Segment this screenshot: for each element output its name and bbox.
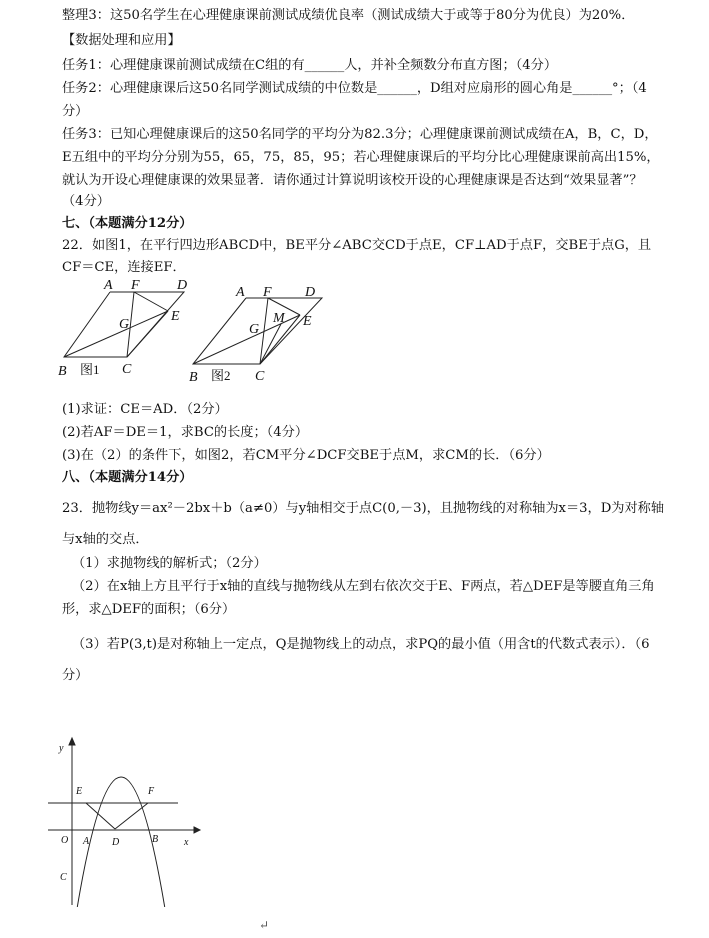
task-1: 任务1：心理健康课前测试成绩在C组的有______人，并补全频数分布直方图；（4分）	[62, 58, 558, 73]
fig3-label-x: x	[184, 837, 189, 848]
fig1-label-b: B	[58, 364, 67, 379]
question-23-part-3: （3）若P(3,t)是对称轴上一定点，Q是抛物线上的动点，求PQ的最小值（用含t的代数式表示）．（6	[72, 637, 650, 652]
fig2-label-f: F	[263, 285, 272, 300]
fig2-label-c: C	[255, 369, 265, 384]
fig2-line-cf	[260, 298, 268, 364]
fig3-label-y: y	[59, 743, 64, 754]
fig1-label-g: G	[119, 317, 130, 332]
segment-df	[115, 803, 148, 829]
question-23-part-1: （1）求抛物线的解析式；（2分）	[72, 556, 267, 571]
fig1-line-ef	[134, 292, 168, 311]
task-2-continued: 分）	[62, 104, 89, 119]
fig2-label-d: D	[305, 285, 316, 300]
figure-2-parallelogram	[185, 281, 345, 385]
fig3-label-d: D	[112, 837, 120, 848]
fig2-line-cm	[260, 324, 281, 364]
fig1-caption: 图1	[80, 362, 100, 377]
fig1-line-ce	[127, 311, 168, 357]
task-2: 任务2：心理健康课后这50名同学测试成绩的中位数是______，D组对应扇形的圆心角是______°；（4	[62, 81, 647, 96]
section-heading-data-processing: 【数据处理和应用】	[62, 33, 181, 48]
question-22-part-3: (3)在（2）的条件下，如图2，若CM平分∠DCF交BE于点M，求CM的长．（6分）	[62, 448, 550, 463]
question-22: 22．如图1，在平行四边形ABCD中，BE平分∠ABC交CD于点E，CF⊥AD于点F，交BE于点G，且	[62, 238, 652, 253]
task-3-score: （4分）	[62, 194, 110, 209]
task-3-line-3: 就认为开设心理健康课的效果显著．请你通过计算说明该校开设的心理健康课是否达到“效果显著”？	[62, 173, 643, 188]
fig2-label-a: A	[236, 285, 245, 300]
fig2-label-g: G	[249, 322, 260, 337]
question-23: 23．抛物线y＝ax²－2bx＋b（a≠0）与y轴相交于点C(0,－3)，且抛物线的对称轴为x＝3，D为对称轴	[62, 501, 665, 516]
figure-3-parabola	[42, 735, 202, 907]
x-axis-arrow	[194, 827, 200, 833]
question-23-part-2: （2）在x轴上方且平行于x轴的直线与抛物线从左到右依次交于E、F两点，若△DEF是等腰直角三角	[72, 579, 655, 594]
fig3-label-b: B	[152, 834, 159, 845]
task-3-line-2: E五组中的平均分分别为55，65，75，85，95；若心理健康课后的平均分比心理健康课前高出15%，	[62, 150, 660, 165]
fig3-label-c: C	[60, 872, 67, 883]
question-23-line-2: 与x轴的交点．	[62, 532, 149, 547]
question-23-part-2-continued: 形，求△DEF的面积；（6分）	[62, 602, 236, 617]
fig2-label-e: E	[303, 314, 312, 329]
fig3-label-e: E	[76, 786, 83, 797]
question-22-part-1: (1)求证：CE＝AD．（2分）	[62, 402, 228, 417]
fig1-label-c: C	[122, 362, 132, 377]
fig1-label-d: D	[177, 278, 188, 293]
question-22-line-2: CF＝CE，连接EF．	[62, 260, 186, 275]
fig1-line-be	[64, 311, 168, 357]
fig2-label-b: B	[189, 370, 198, 385]
section-7-heading: 七、（本题满分12分）	[62, 216, 193, 231]
section-8-heading: 八、（本题满分14分）	[62, 470, 193, 485]
figure-1-parallelogram	[55, 276, 200, 382]
fig3-label-o: O	[61, 835, 69, 846]
fig2-caption: 图2	[211, 368, 231, 383]
fig2-label-m: M	[273, 311, 285, 326]
line-stat-summary: 整理3：这50名学生在心理健康课前测试成绩优良率（测试成绩大于或等于80分为优良）为20%．	[62, 8, 635, 23]
y-axis-arrow	[69, 738, 75, 745]
paragraph-mark: ↵	[259, 918, 270, 932]
fig1-label-e: E	[171, 309, 180, 324]
question-23-part-3-continued: 分）	[62, 668, 89, 683]
fig1-label-f: F	[131, 278, 140, 293]
question-22-part-2: (2)若AF＝DE＝1，求BC的长度；（4分）	[62, 425, 309, 440]
fig3-label-a: A	[83, 836, 90, 847]
fig1-label-a: A	[104, 278, 113, 293]
fig3-label-f: F	[148, 786, 155, 797]
task-3: 任务3：已知心理健康课后的这50名同学的平均分为82.3分；心理健康课前测试成绩在A，B，C，D，	[62, 127, 658, 142]
